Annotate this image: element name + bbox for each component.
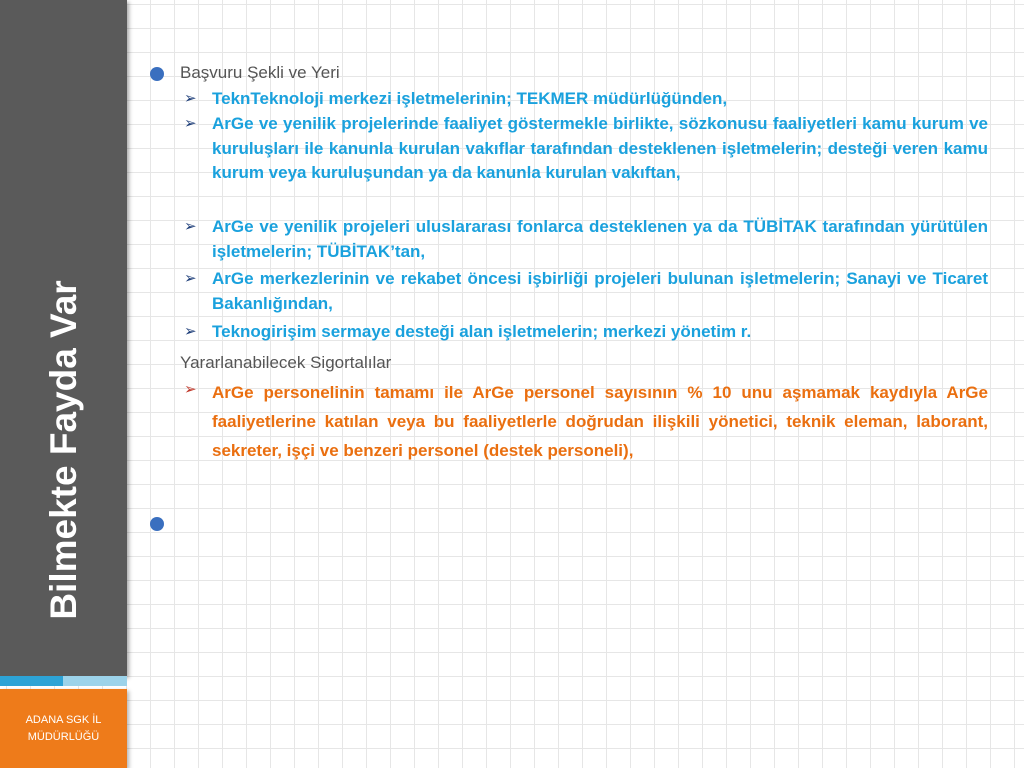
arrow-bullet-icon: ➢ [184,323,197,340]
section-heading-2: Yararlanabilecek Sigortalılar [180,353,392,372]
footer-org-line1: ADANA SGK İL [25,713,102,726]
list-item: ➢ ArGe ve yenilik projeleri uluslararası fonlarca desteklenen ya da TÜBİTAK tarafından yürütülen işletmelerin; TÜBİTAK’tan, [184,217,988,261]
arrow-bullet-icon: ➢ [184,218,197,235]
dot-bullet-icon [150,67,164,81]
arrow-bullet-icon: ➢ [184,270,197,287]
dot-bullet-icon [150,517,164,531]
section-heading: Başvuru Şekli ve Yeri [180,63,340,82]
accent-strip-light [63,676,127,686]
sidebar-title: Bilmekte Fayda Var [43,280,84,620]
highlight-list-item: ➢ ArGe personelinin tamamı ile ArGe personel sayısının % 10 unu aşmamak kaydıyla ArGe faaliyetlerine katılan veya bu faaliyetlerle doğrudan ilişkili yönetici, teknik eleman, laborant, sekreter, işçi ve benzeri personel (destek personeli), [184,378,988,465]
accent-strip [0,676,63,686]
footer-org-line2: MÜDÜRLÜĞÜ [27,730,100,743]
sidebar [0,0,127,676]
list-item: ➢ Teknogirişim sermaye desteği alan işletmelerin; merkezi yönetim r. [184,320,988,345]
footer-badge [0,689,127,768]
arrow-bullet-icon: ➢ [184,90,197,107]
arrow-bullet-icon: ➢ [184,381,197,398]
arrow-bullet-icon: ➢ [184,115,197,132]
list-item: ➢ TeknTeknoloji merkezi işletmelerinin; TEKMER müdürlüğünden, [184,87,988,112]
list-item: ➢ ArGe merkezlerinin ve rekabet öncesi işbirliği projeleri bulunan işletmelerin; Sanayi ve Ticaret Bakanlığından, [184,269,988,313]
list-item: ➢ ArGe ve yenilik projelerinde faaliyet göstermekle birlikte, sözkonusu faaliyetleri kamu kurum ve kuruluşları ile kanunla kurulan vakıflar tarafından desteklenen işletmelerin; desteği veren kamu kurum veya kuruluşundan ya da kanunla kurulan vakıftan, [184,114,988,182]
